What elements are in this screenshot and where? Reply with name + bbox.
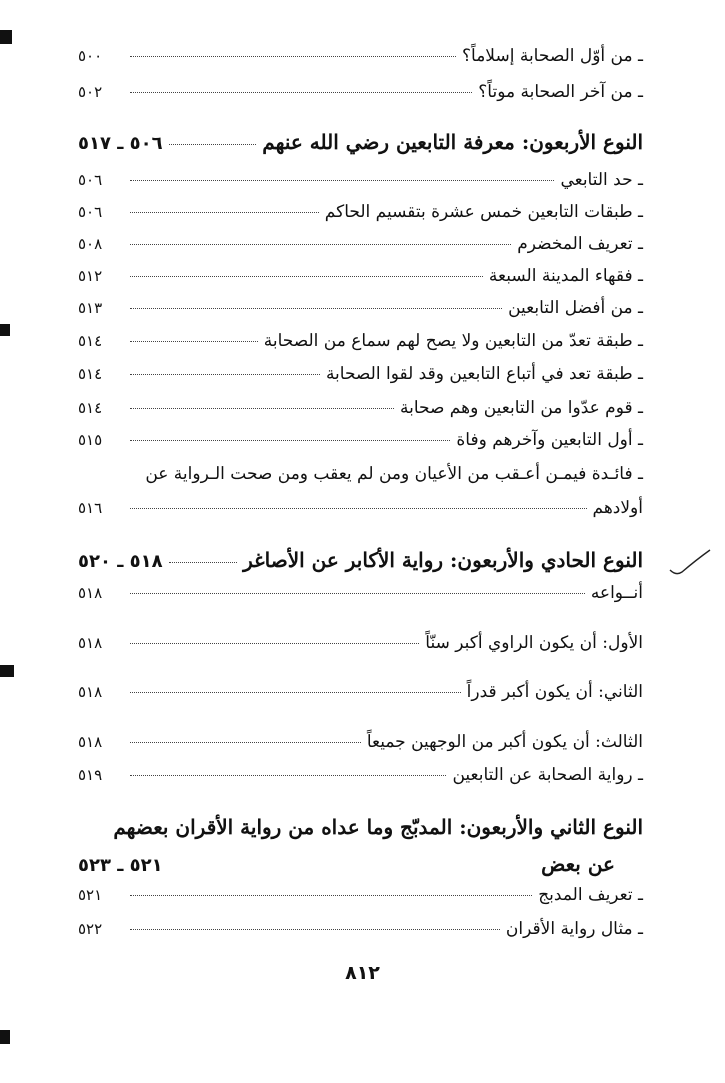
section-heading [78,852,615,876]
index-entry [78,398,643,418]
index-entry [78,885,643,905]
entry-title-line2: أولادهم [592,498,643,518]
leader-dots [130,276,483,277]
entry-title: الثالث: أن يكون أكبر من الوجهين جميعاً [366,732,643,752]
index-entry [78,202,643,222]
page-ref: ٥١٤ [78,332,103,350]
page-ref: ٥١٨ [78,733,103,751]
leader-dots [130,895,532,896]
section-title: النوع الحادي والأربعون: رواية الأكابر عن الأصاغر [243,548,643,572]
entry-title: ـ تعريف المدبج [538,885,643,905]
section-heading [78,548,643,572]
index-entry [78,633,643,653]
entry-title: ـ مثال رواية الأقران [505,919,643,939]
entry-title: أنــواعه [590,583,643,603]
index-entry [78,364,643,384]
leader-dots [130,408,394,409]
entry-title: ـ من أفضل التابعين [508,298,643,318]
section-title-line2: عن بعض [541,852,615,876]
page-ref: ٥٠٨ [78,235,103,253]
entry-title: ـ رواية الصحابة عن التابعين [452,765,643,785]
index-entry [78,765,643,785]
page-range: ٥٢١ ـ ٥٢٣ [78,855,163,876]
leader-dots [130,593,585,594]
page-ref: ٥١٣ [78,299,103,317]
scan-mark [0,30,12,44]
leader-dots [130,56,456,57]
leader-dots [130,180,554,181]
page-ref: ٥١٢ [78,267,103,285]
page-ref: ٥١٥ [78,431,103,449]
leader-dots [130,308,502,309]
index-entry [78,170,643,190]
leader-dots [130,643,419,644]
page-range: ٥٠٦ ـ ٥١٧ [78,133,163,154]
page-number: ٨١٢ [345,962,380,984]
entry-title: ـ قوم عدّوا من التابعين وهم صحابة [399,398,643,418]
leader-dots [130,929,500,930]
index-entry [78,498,643,518]
index-entry [78,234,643,254]
leader-dots [130,374,320,375]
page-range: ٥١٨ ـ ٥٢٠ [78,551,163,572]
index-entry [78,583,643,603]
page-ref: ٥١٤ [78,399,103,417]
page-ref: ٥١٨ [78,683,103,701]
pen-check-mark [668,548,712,578]
page-ref: ٥٠٦ [78,203,103,221]
leader-dots [130,742,361,743]
index-entry [78,919,643,939]
leader-dots [130,92,472,93]
page-ref: ٥١٤ [78,365,103,383]
entry-title: ـ طبقة تعدّ من التابعين ولا يصح لهم سماع من الصحابة [263,331,643,351]
scan-mark [0,324,10,336]
index-entry [78,331,643,351]
index-entry [78,430,643,450]
page-ref: ٥٠٠ [78,47,103,65]
page-ref: ٥٠٢ [78,83,103,101]
section-heading [78,130,643,154]
index-entry [78,46,643,66]
entry-title: ـ طبقة تعد في أتباع التابعين وقد لقوا الصحابة [325,364,643,384]
entry-title: الأول: أن يكون الراوي أكبر سنّاً [425,633,643,653]
index-entry [78,82,643,102]
index-entry [78,682,643,702]
entry-title: ـ من آخر الصحابة موتاً؟ [478,82,643,102]
page-ref: ٥٢٢ [78,920,103,938]
scan-mark [0,1030,10,1044]
leader-dots [169,562,238,563]
entry-title: ـ من أوّل الصحابة إسلاماً؟ [462,46,643,66]
page-ref: ٥٠٦ [78,171,103,189]
entry-title: ـ طبقات التابعين خمس عشرة بتقسيم الحاكم [324,202,643,222]
entry-title: ـ تعريف المخضرم [517,234,643,254]
leader-dots [130,692,461,693]
leader-dots [130,775,446,776]
page-ref: ٥١٨ [78,584,103,602]
index-entry [78,266,643,286]
leader-dots [130,212,319,213]
page-ref: ٥١٨ [78,634,103,652]
index-entry [78,298,643,318]
entry-title-line1: ـ فائـدة فيمـن أعـقب من الأعيان ومن لم يعقب ومن صحت الـرواية عن [145,464,643,484]
index-entry [78,732,643,752]
leader-dots [169,866,536,867]
leader-dots [130,341,258,342]
leader-dots [130,508,587,509]
entry-title: ـ فقهاء المدينة السبعة [488,266,643,286]
section-title: النوع الأربعون: معرفة التابعين رضي الله عنهم [262,130,643,154]
page-ref: ٥٢١ [78,886,103,904]
scan-mark [0,665,14,677]
leader-dots [130,244,511,245]
leader-dots [130,440,450,441]
entry-title: الثاني: أن يكون أكبر قدراً [466,682,643,702]
entry-title: ـ حد التابعي [560,170,643,190]
leader-dots [169,144,257,145]
section-title-line1: النوع الثاني والأربعون: المدبّج وما عداه من رواية الأقران بعضهم [113,815,643,839]
page-ref: ٥١٦ [78,499,103,517]
page-ref: ٥١٩ [78,766,103,784]
entry-title: ـ أول التابعين وآخرهم وفاة [456,430,643,450]
